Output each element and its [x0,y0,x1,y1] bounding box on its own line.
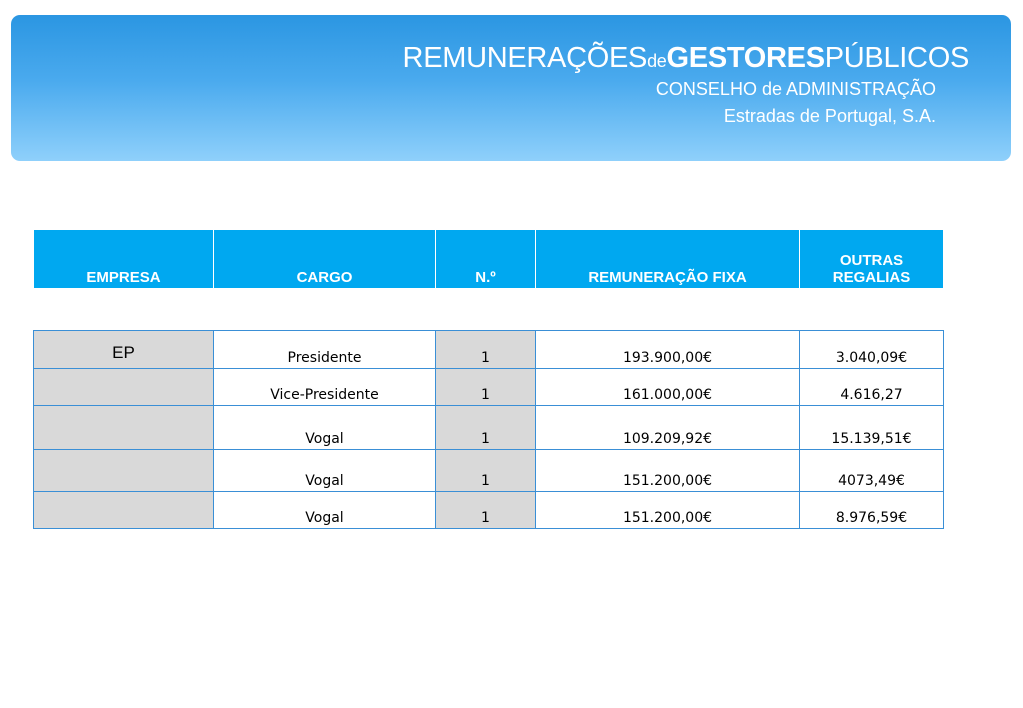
remuneracao-cell: 161.000,00€ [536,369,800,406]
remuneracao-cell: 193.900,00€ [536,331,800,369]
remuneracao-cell: 109.209,92€ [536,406,800,450]
header-banner [11,15,1011,161]
numero-cell: 1 [436,369,536,406]
company-cell-empty [34,369,214,406]
regalias-cell: 4.616,27 [800,369,944,406]
title-part-remuneracoes: REMUNERAÇÕES [402,42,648,74]
numero-cell: 1 [436,331,536,369]
table-row [34,331,944,369]
table-row [34,450,944,492]
company-cell: EP [34,331,214,369]
page-title [403,42,969,75]
table-row [34,406,944,450]
table-row [34,492,944,529]
subtitle-company: Estradas de Portugal, S.A. [723,106,936,126]
remuneracao-cell: 151.200,00€ [536,492,800,529]
regalias-cell: 8.976,59€ [800,492,944,529]
remuneracao-cell: 151.200,00€ [536,450,800,492]
table-row [34,369,944,406]
title-part-publicos: PÚBLICOS [824,42,969,74]
regalias-cell: 15.139,51€ [800,406,944,450]
subtitle-board: CONSELHO de ADMINISTRAÇÃO [655,79,936,99]
column-header-cargo: CARGO [214,230,436,289]
title-part-de: de [647,51,667,71]
regalias-cell: 4073,49€ [800,450,944,492]
numero-cell: 1 [436,406,536,450]
title-part-gestores: GESTORES [666,42,825,74]
column-header-outras-regalias: OUTRAS REGALIAS [800,230,944,289]
company-cell-empty [34,492,214,529]
cargo-cell: Vogal [214,406,436,450]
table-header [33,229,944,289]
remuneration-table [33,330,944,529]
cargo-cell: Presidente [214,331,436,369]
cargo-cell: Vogal [214,450,436,492]
column-header-remuneracao-fixa: REMUNERAÇÃO FIXA [536,230,800,289]
cargo-cell: Vice-Presidente [214,369,436,406]
numero-cell: 1 [436,492,536,529]
regalias-cell: 3.040,09€ [800,331,944,369]
numero-cell: 1 [436,450,536,492]
cargo-cell: Vogal [214,492,436,529]
company-cell-empty [34,450,214,492]
column-header-numero: N.º [436,230,536,289]
column-header-empresa: EMPRESA [34,230,214,289]
company-cell-empty [34,406,214,450]
